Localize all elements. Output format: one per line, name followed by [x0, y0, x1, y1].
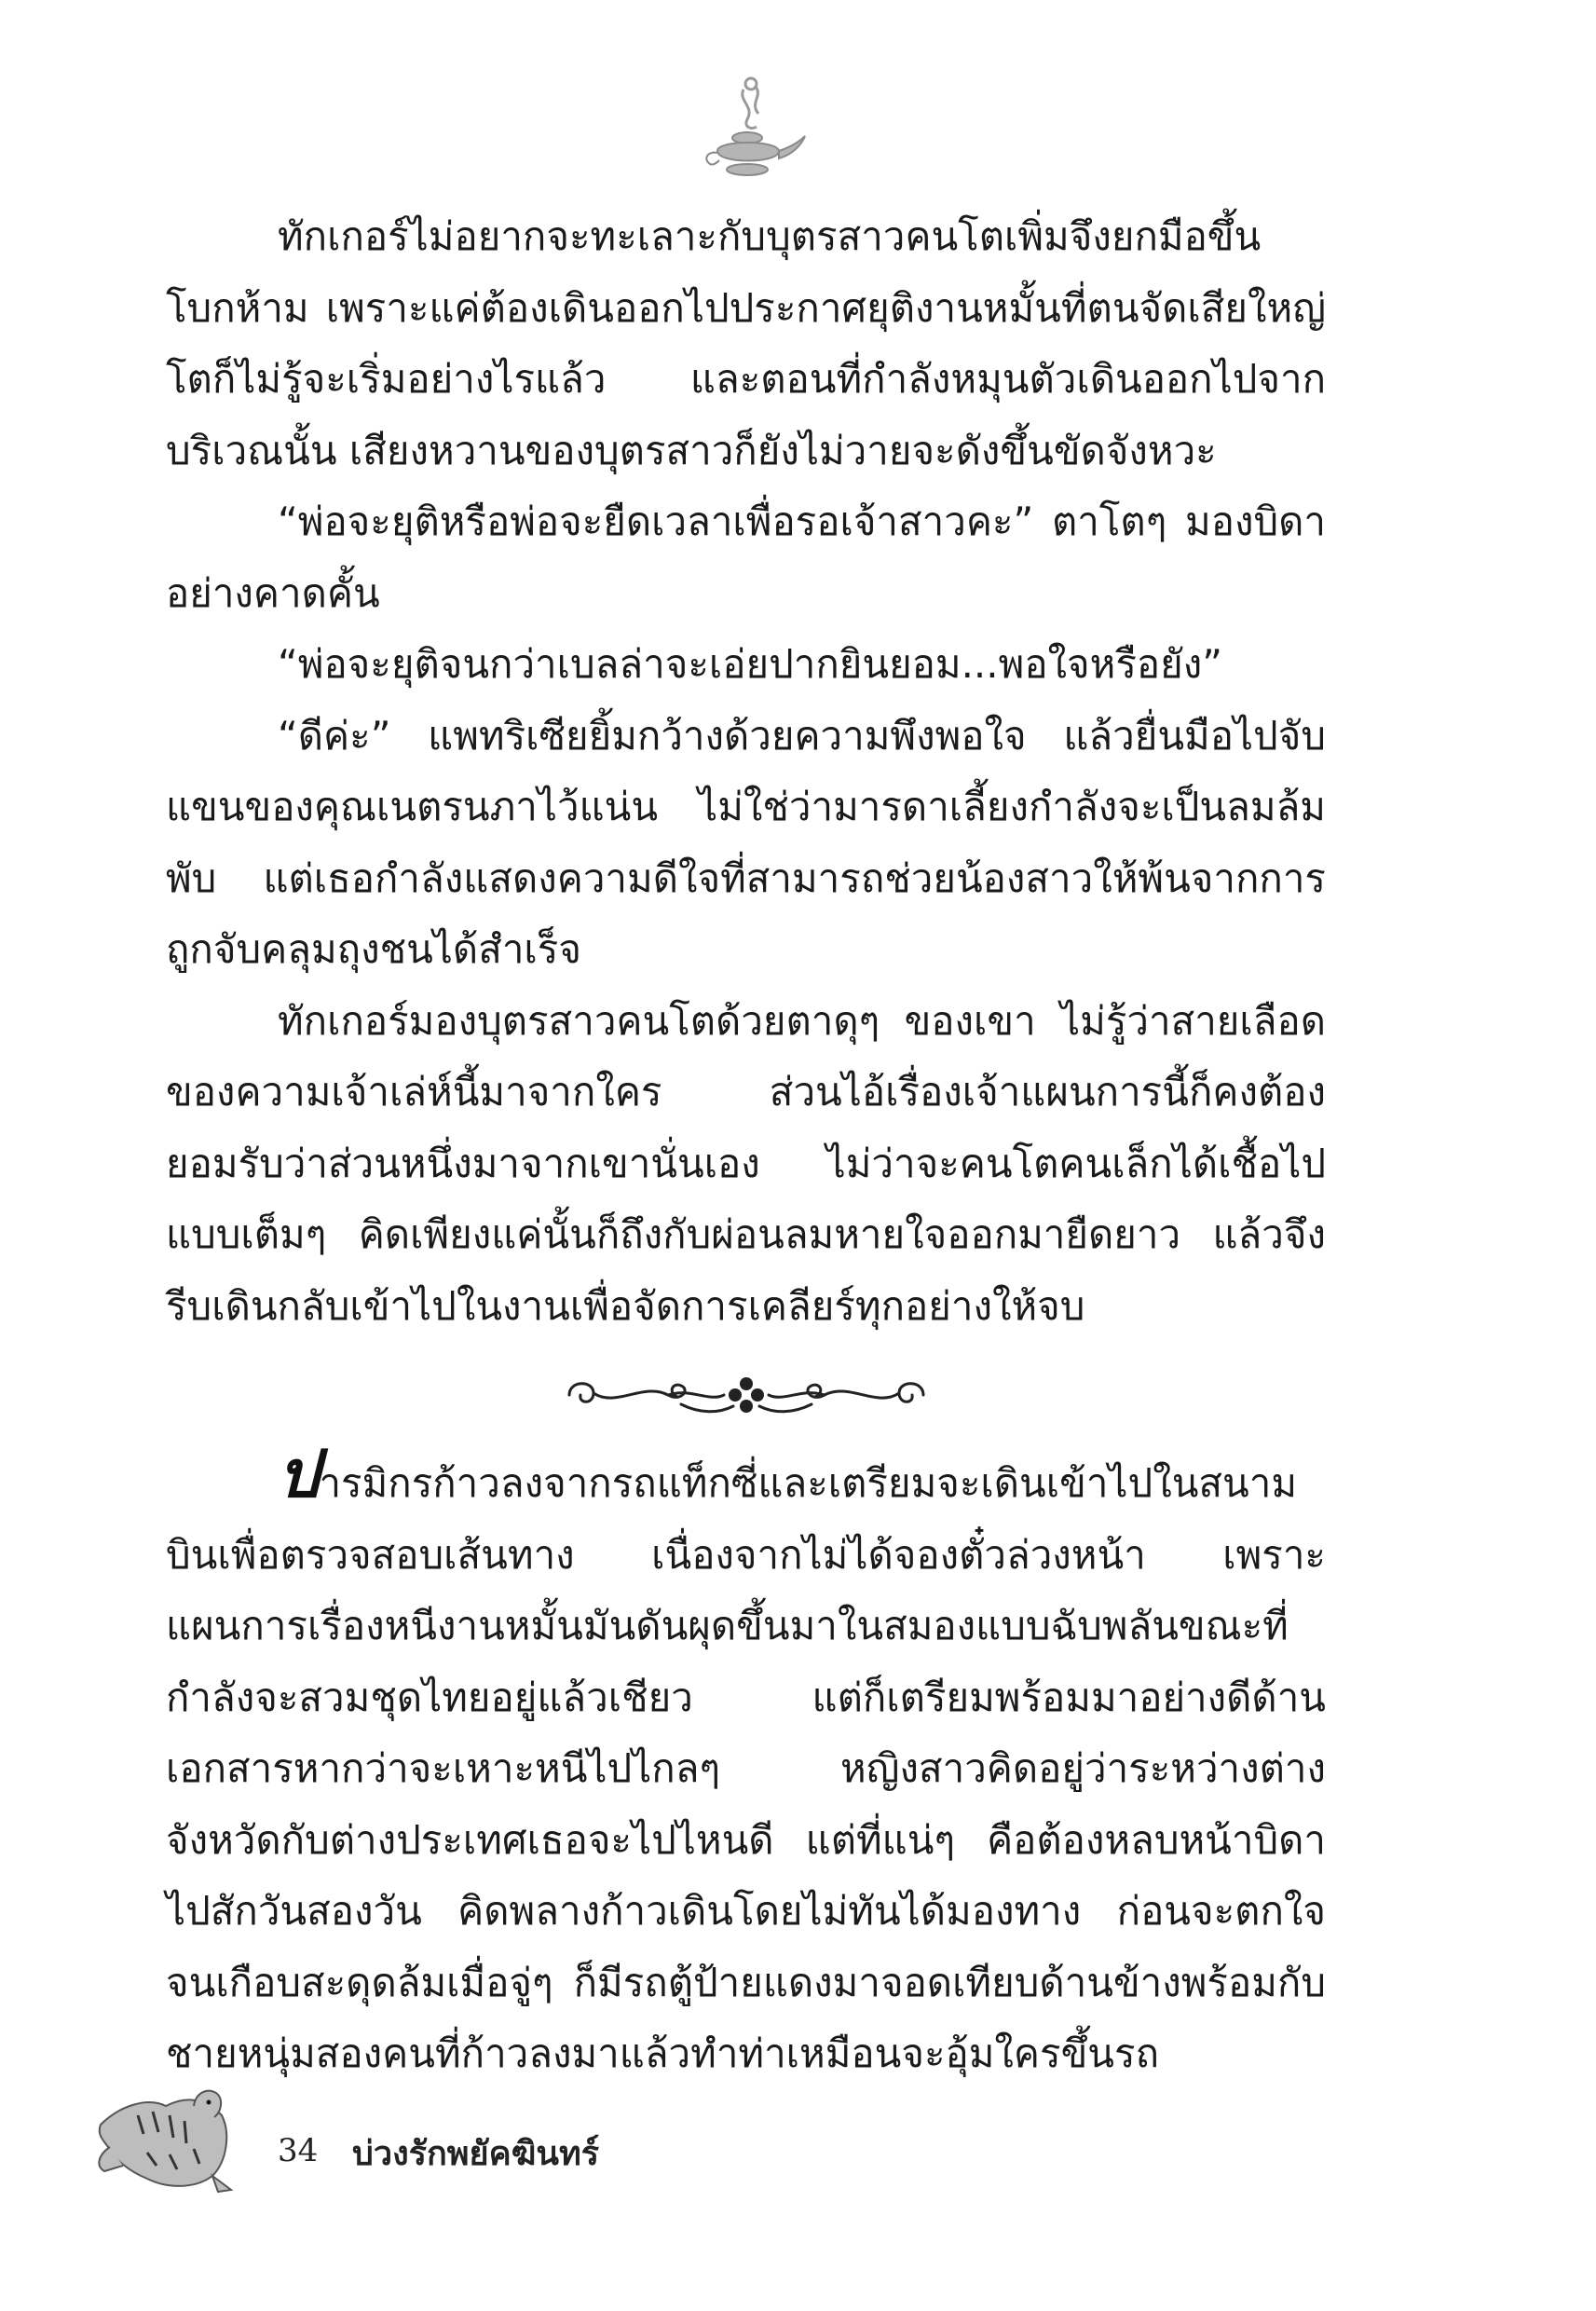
paragraph: “พ่อจะยุติจนกว่าเบลล่าจะเอ่ยปากยินยอม...พอใจหรือยัง” [278, 641, 1223, 687]
dropcap-paragraph [166, 1435, 1326, 2090]
page-footer [91, 2069, 743, 2199]
page-number: 34 [278, 2132, 319, 2169]
dropcap-paragraph-text: ารมิกรก้าวลงจากรถแท็กซี่และเตรียมจะเดินเข้าไปในสนามบินเพื่อตรวจสอบเส้นทาง เนื่องจากไม่ได้จองตั๋วล่วงหน้า เพราะแผนการเรื่องหนีงานหมั้นมันดันผุดขึ้นมาในสมองแบบฉับพลันขณะที่กำลังจะสวมชุดไทยอยู่แล้วเชียว แต่ก็เตรียมพร้อมมาอย่างดีด้านเอกสารหากว่าจะเหาะหนีไปไกลๆ หญิงสาวคิดอยู่ว่าระหว่างต่างจังหวัดกับต่างประเทศเธอจะไปไหนดี แต่ที่แน่ๆ คือต้องหลบหน้าบิดาไปสักวันสองวัน คิดพลางก้าวเดินโดยไม่ทันได้มองทาง ก่อนจะตกใจจนเกือบสะดุดล้มเมื่อจู่ๆ ก็มีรถตู้ป้ายแดงมาจอดเทียบด้านข้างพร้อมกับชายหนุ่มสองคนที่ก้าวลงมาแล้วทำท่าเหมือนจะอุ้มใครขึ้นรถ [166, 1460, 1326, 2076]
swirl-divider-icon [166, 1342, 1326, 1446]
paragraph: “ดีค่ะ” แพทริเซียยิ้มกว้างด้วยความพึงพอใจ แล้วยื่นมือไปจับแขนของคุณเนตรนภาไว้แน่น ไม่ใช่ว่ามารดาเลี้ยงกำลังจะเป็นลมล้มพับ แต่เธอกำลังแสดงความดีใจที่สามารถช่วยน้องสาวให้พ้นจากการถูกจับคลุมถุงชนได้สำเร็จ [166, 712, 1326, 972]
body-text [166, 201, 1326, 2090]
genie-lamp-icon [689, 73, 811, 194]
paragraph: ทักเกอร์มองบุตรสาวคนโตด้วยตาดุๆ ของเขา ไม่รู้ว่าสายเลือดของความเจ้าเล่ห์นี้มาจากใคร ส่วนไอ้เรื่องเจ้าแผนการนี้ก็คงต้องยอมรับว่าส่วนหนึ่งมาจากเขานั่นเอง ไม่ว่าจะคนโตคนเล็กได้เชื้อไปแบบเต็มๆ คิดเพียงแค่นั้นก็ถึงกับผ่อนลมหายใจออกมายืดยาว แล้วจึงรีบเดินกลับเข้าไปในงานเพื่อจัดการเคลียร์ทุกอย่างให้จบ [166, 997, 1326, 1329]
book-title: บ่วงรักพยัคฆินทร์ [352, 2135, 600, 2173]
tiger-icon [91, 2069, 240, 2199]
drop-cap-letter: ป [278, 1435, 320, 1512]
paragraph: “พ่อจะยุติหรือพ่อจะยืดเวลาเพื่อรอเจ้าสาวคะ” ตาโตๆ มองบิดาอย่างคาดคั้น [166, 499, 1326, 616]
paragraph: ทักเกอร์ไม่อยากจะทะเลาะกับบุตรสาวคนโตเพิ่มจึงยกมือขึ้นโบกห้าม เพราะแค่ต้องเดินออกไปประกาศยุติงานหมั้นที่ตนจัดเสียใหญ่โตก็ไม่รู้จะเริ่มอย่างไรแล้ว และตอนที่กำลังหมุนตัวเดินออกไปจากบริเวณนั้น เสียงหวานของบุตรสาวก็ยังไม่วายจะดังขึ้นขัดจังหวะ [166, 213, 1326, 473]
